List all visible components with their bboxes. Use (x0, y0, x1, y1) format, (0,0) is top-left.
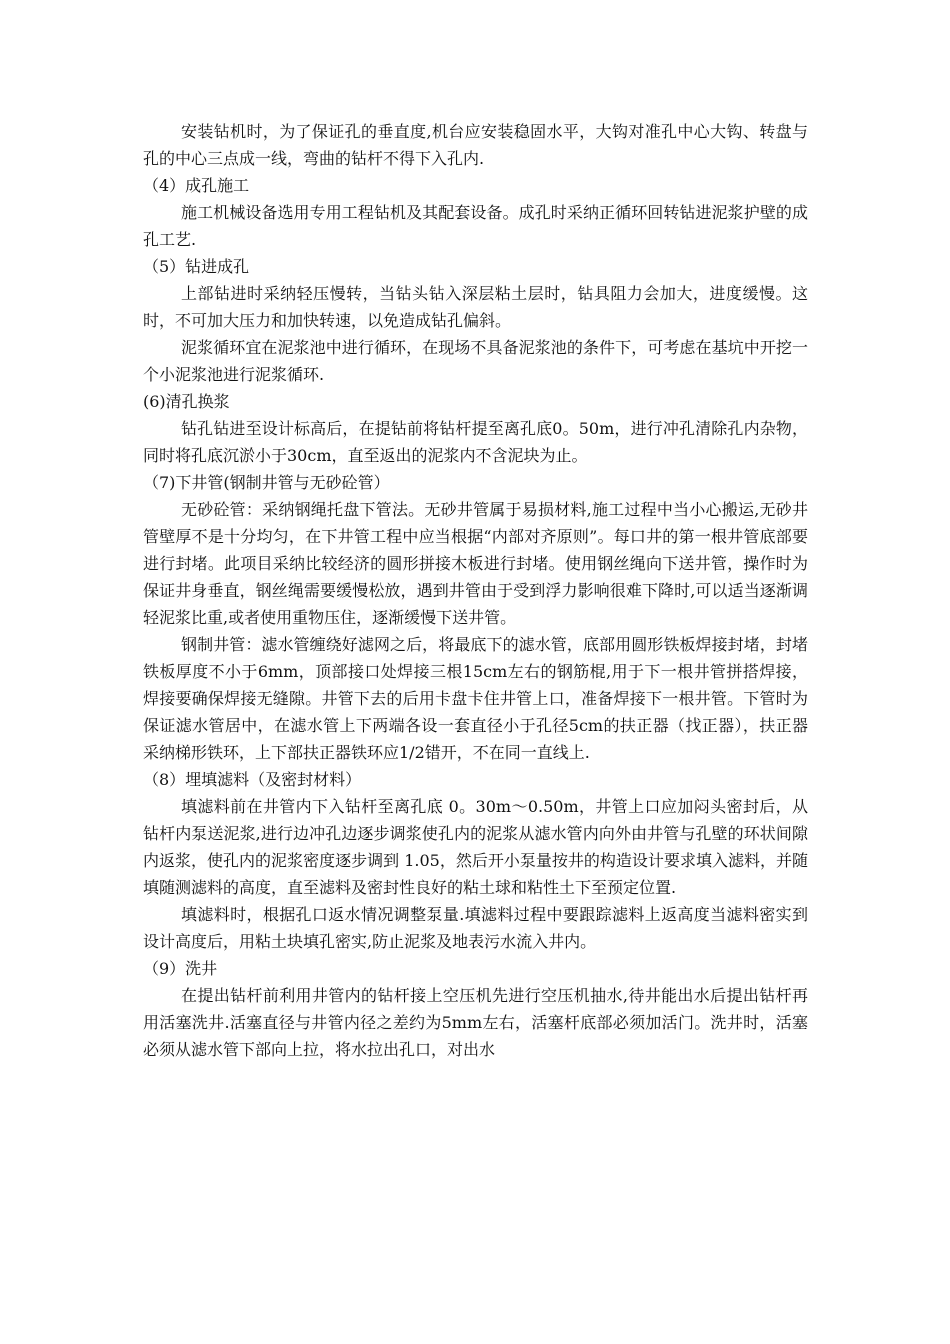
heading-well-washing: （9）洗井 (143, 959, 218, 978)
document-body (143, 118, 808, 1063)
paragraph-hole-cleaning: 钻孔钻进至设计标高后，在提钻前将钻杆提至离孔底0。50m，进行冲孔清除孔内杂物，同时将孔底沉淤小于30cm，直至返出的泥浆内不含泥块为止。 (143, 419, 808, 465)
paragraph-sandless-pipe: 无砂砼管：采纳钢绳托盘下管法。无砂井管属于易损材料,施工过程中当小心搬运,无砂井管壁厚不是十分均匀，在下井管工程中应当根据“内部对齐原则”。每口井的第一根井管底部要进行封堵。此项目采纳比较经济的圆形拼接木板进行封堵。使用钢丝绳向下送井管，操作时为保证井身垂直，钢丝绳需要缓慢松放，遇到井管由于受到浮力影响很难下降时,可以适当逐渐调轻泥浆比重,或者使用重物压住，逐渐缓慢下送井管。 (143, 500, 808, 627)
heading-drilling: （5）钻进成孔 (143, 257, 250, 276)
paragraph-steel-pipe: 钢制井管：滤水管缠绕好滤网之后，将最底下的滤水管，底部用圆形铁板焊接封堵，封堵铁板厚度不小于6mm，顶部接口处焊接三根15cm左右的钢筋棍,用于下一根井管拼搭焊接，焊接要确保焊接无缝隙。井管下去的后用卡盘卡住井管上口，准备焊接下一根井管。下管时为保证滤水管居中，在滤水管上下两端各设一套直径小于孔径5cm的扶正器（找正器），扶正器采纳梯形铁环，上下部扶正器铁环应1/2错开，不在同一直线上. (143, 635, 808, 762)
paragraph-filter-fill: 填滤料前在井管内下入钻杆至离孔底 0。30m～0.50m，井管上口应加闷头密封后，从钻杆内泵送泥浆,进行边冲孔边逐步调浆使孔内的泥浆从滤水管内向外由井管与孔壁的环状间隙内返浆，使孔内的泥浆密度逐步调到 1.05，然后开小泵量按井的构造设计要求填入滤料，并随填随测滤料的高度，直至滤料及密封性良好的粘土球和粘性土下至预定位置. (143, 797, 808, 897)
paragraph-drill-installation: 安装钻机时，为了保证孔的垂直度,机台应安装稳固水平，大钩对准孔中心大钩、转盘与孔的中心三点成一线，弯曲的钻杆不得下入孔内. (143, 122, 808, 168)
paragraph-well-washing: 在提出钻杆前利用井管内的钻杆接上空压机先进行空压机抽水,待井能出水后提出钻杆再用活塞洗井.活塞直径与井管内径之差约为5mm左右，活塞杆底部必须加活门。洗井时，活塞必须从滤水管下部向上拉，将水拉出孔口，对出水 (143, 986, 808, 1059)
paragraph-upper-drilling: 上部钻进时采纳轻压慢转，当钻头钻入深层粘土层时，钻具阻力会加大，进度缓慢。这时，不可加大压力和加快转速，以免造成钻孔偏斜。 (143, 284, 808, 330)
paragraph-equipment: 施工机械设备选用专用工程钻机及其配套设备。成孔时采纳正循环回转钻进泥浆护壁的成孔工艺. (143, 203, 808, 249)
heading-hole-construction: （4）成孔施工 (143, 176, 250, 195)
heading-hole-cleaning: (6)清孔换浆 (143, 392, 230, 411)
heading-well-pipe: （7)下井管(钢制井管与无砂砼管） (143, 473, 390, 492)
paragraph-filter-pump: 填滤料时，根据孔口返水情况调整泵量.填滤料过程中要跟踪滤料上返高度当滤料密实到设计高度后，用粘土块填孔密实,防止泥浆及地表污水流入井内。 (143, 905, 808, 951)
paragraph-mud-circulation: 泥浆循环宜在泥浆池中进行循环，在现场不具备泥浆池的条件下，可考虑在基坑中开挖一个小泥浆池进行泥浆循环. (143, 338, 808, 384)
heading-filter-fill: （8）埋填滤料（及密封材料） (143, 770, 362, 789)
